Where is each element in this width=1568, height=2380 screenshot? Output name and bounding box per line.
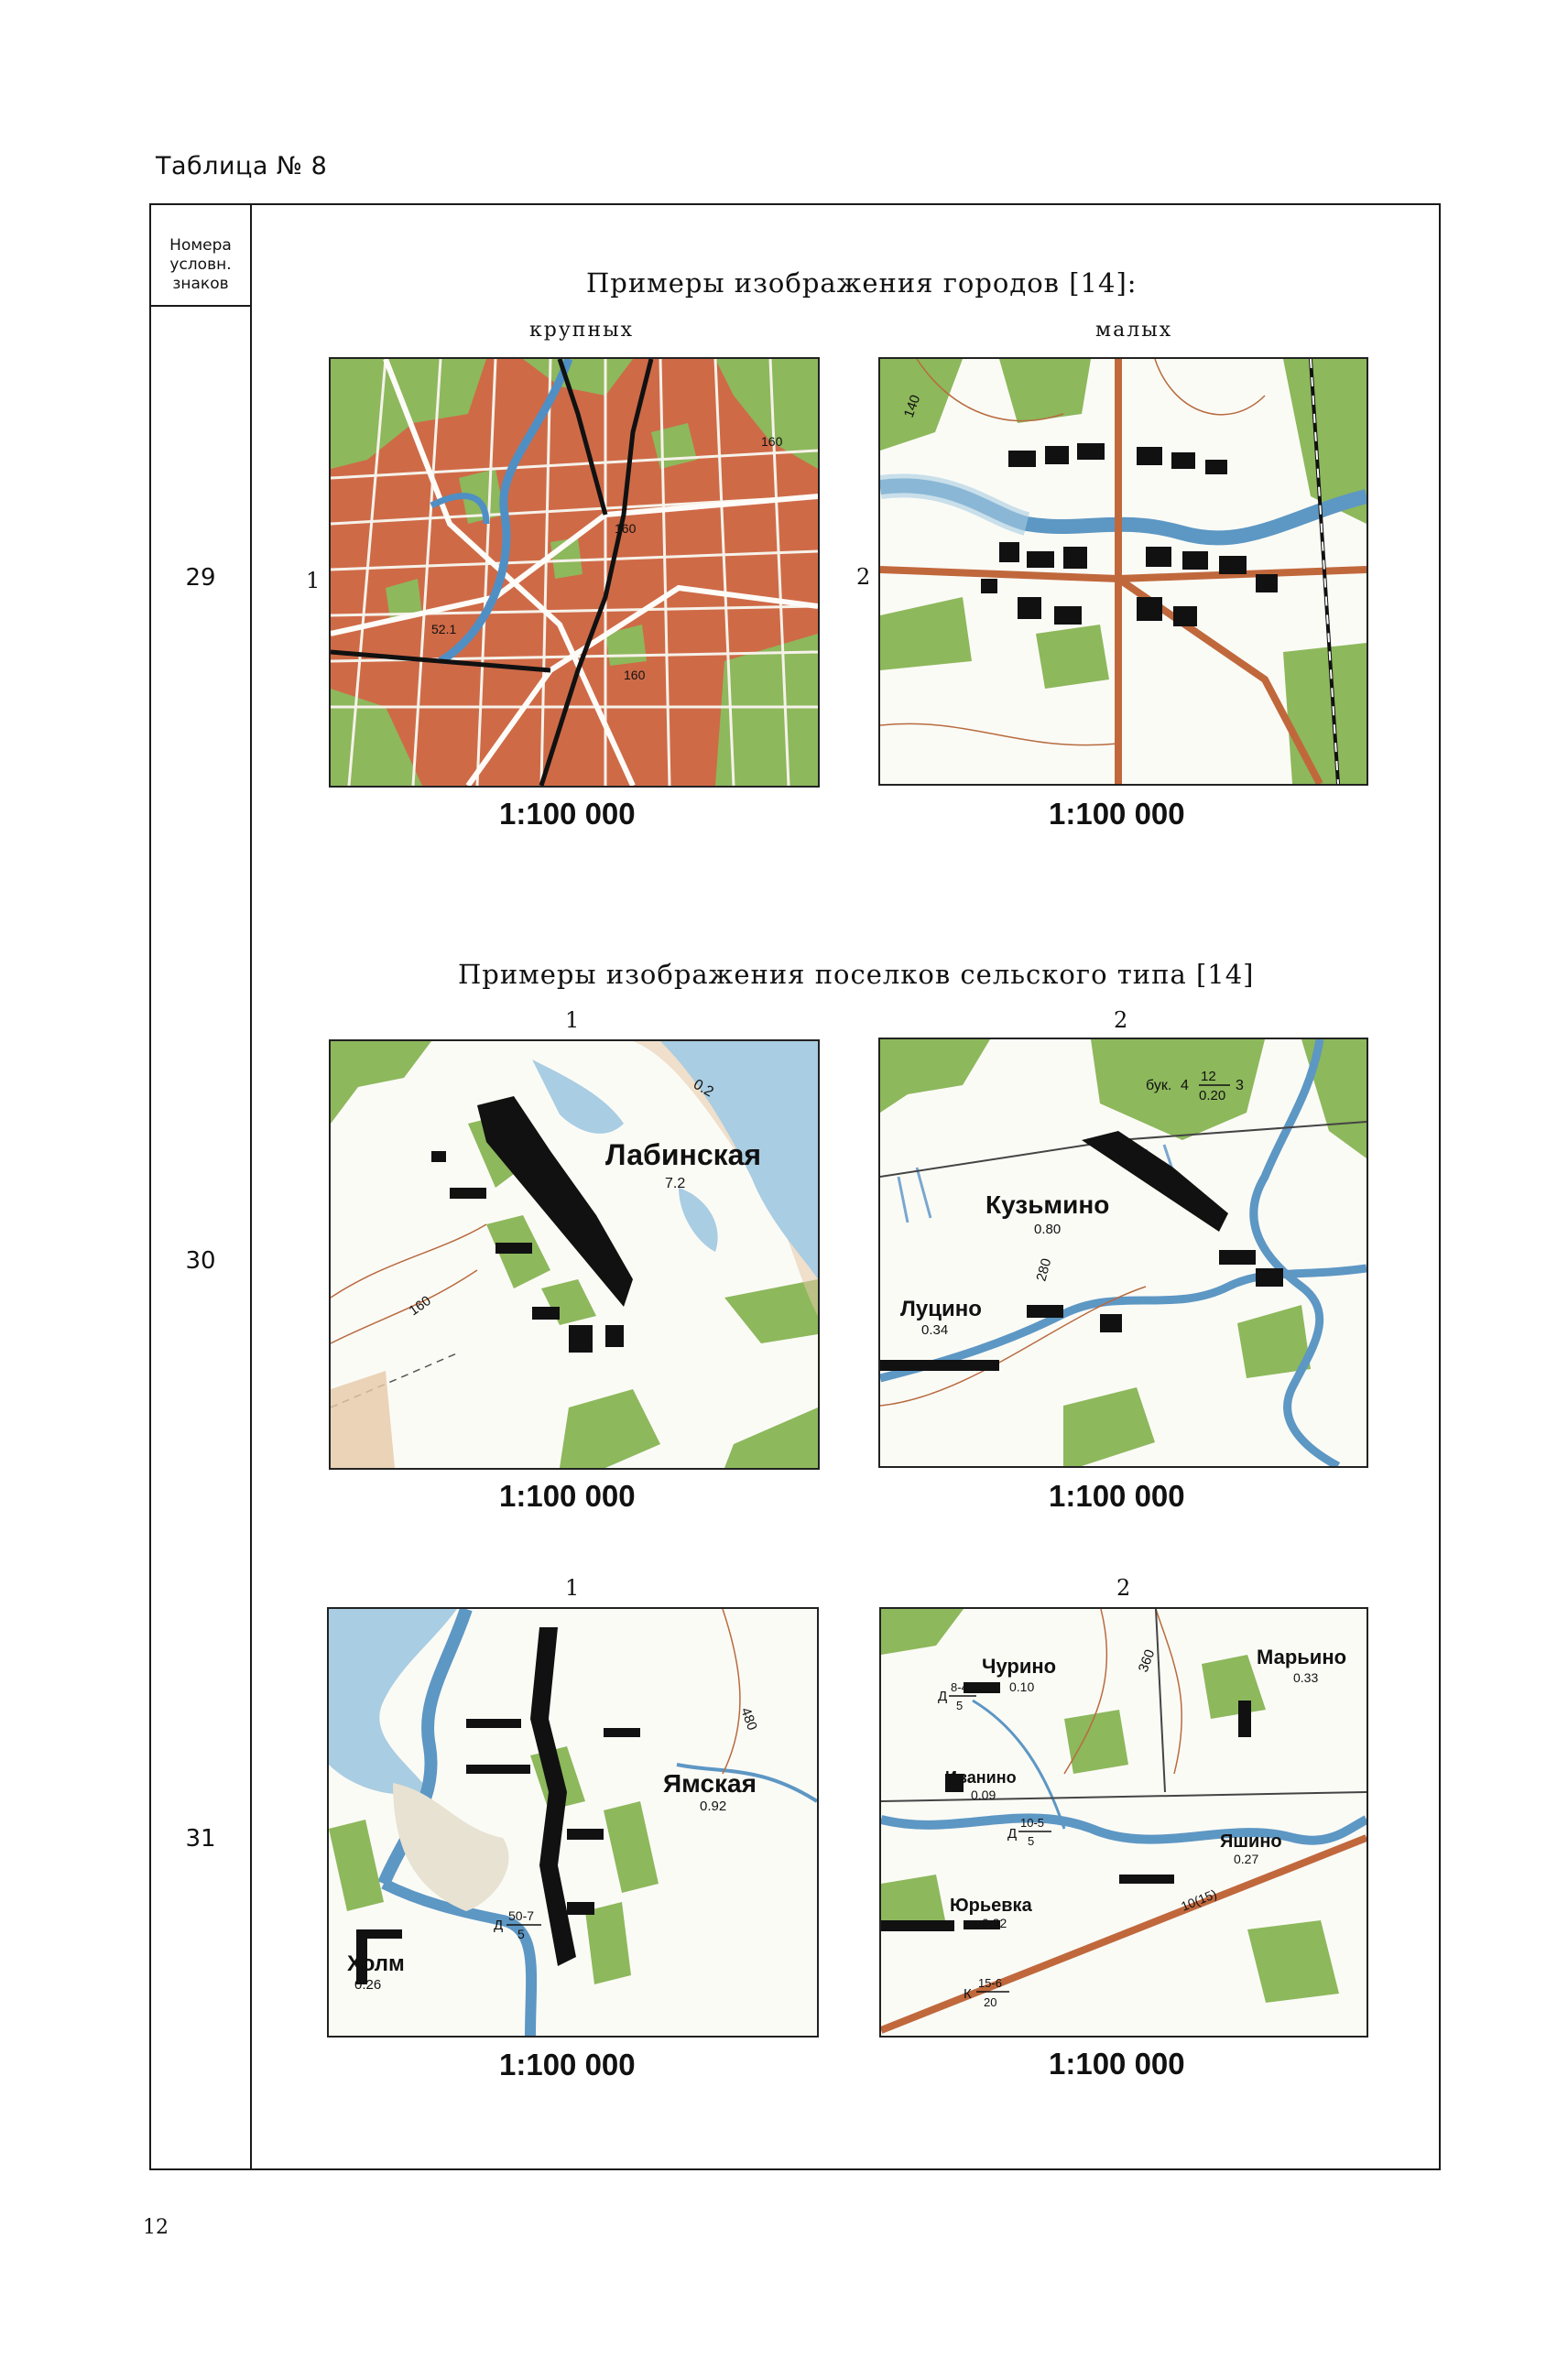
bridge-2-num: 15-6	[978, 1976, 1003, 1990]
place-maryino-name: Марьино	[1257, 1646, 1347, 1668]
place-maryino-value: 0.33	[1293, 1670, 1319, 1685]
yamskaya-label-0: 480	[737, 1705, 760, 1733]
yamskaya-map	[327, 1607, 819, 2038]
labinskaya-name: Лабинская	[605, 1138, 762, 1171]
kuzmino-name: Кузьмино	[985, 1190, 1110, 1219]
bridge-1-num: 10-5	[1020, 1816, 1045, 1830]
place-ivanino-value: 0.09	[971, 1788, 996, 1802]
place-churino-value: 0.10	[1009, 1679, 1035, 1694]
large-city-map-graphic	[331, 359, 818, 786]
section-29-title: Примеры изображения городов [14]:	[586, 267, 1138, 299]
place-churino-name: Чурино	[982, 1655, 1057, 1678]
scale-31-2: 1:100 000	[1049, 2047, 1185, 2081]
large-city-map	[329, 357, 820, 788]
row-number-29: 29	[185, 564, 216, 592]
column-header-line-1: Номера	[169, 235, 232, 255]
scale-30-1: 1:100 000	[499, 1479, 636, 1513]
kuzmino-label-0: 280	[1033, 1256, 1055, 1284]
map-index-29-1: 1	[306, 568, 321, 593]
place-ivanino-name: Иванино	[945, 1768, 1017, 1787]
map-index-31-2: 2	[1116, 1575, 1131, 1601]
labinskaya-map	[329, 1039, 820, 1470]
column-header-line-2: условн.	[169, 255, 232, 274]
yamskaya-bridge-den: 5	[517, 1927, 525, 1941]
yamskaya-bridge-letter: Д	[494, 1918, 504, 1933]
kuzmino-map	[878, 1038, 1368, 1468]
table-title: Таблица № 8	[156, 152, 328, 180]
map-index-30-2: 2	[1114, 1007, 1128, 1033]
forest-num: 12	[1201, 1069, 1216, 1084]
bridge-2-letter: К	[964, 1986, 972, 2002]
churino-label-1: 10(15)	[1179, 1886, 1219, 1914]
bridge-2-den: 20	[984, 1995, 997, 2009]
place-yurevka-value: 0.22	[982, 1916, 1007, 1930]
bridge-1-letter: Д	[1007, 1826, 1018, 1842]
row-number-31: 31	[185, 1825, 216, 1853]
large-city-label-0: 160	[615, 521, 637, 536]
labinskaya-label-1: 160	[406, 1292, 434, 1320]
bridge-1-den: 5	[1028, 1834, 1035, 1848]
small-town-map-graphic	[880, 359, 1367, 784]
scale-31-1: 1:100 000	[499, 2048, 636, 2081]
scale-29-1: 1:100 000	[499, 797, 636, 831]
yamskaya-name: Ямская	[663, 1769, 757, 1798]
forest-den: 0.20	[1199, 1088, 1226, 1103]
holm-value: 0.26	[354, 1977, 382, 1993]
subtitle-large-cities: крупных	[529, 319, 635, 342]
large-city-label-2: 160	[624, 668, 646, 682]
column-header-rule	[151, 305, 250, 307]
section-30-title: Примеры изображения поселков сельского типа [14]	[458, 959, 1255, 990]
scale-30-2: 1:100 000	[1049, 1479, 1185, 1513]
labinskaya-label-0: 0.2	[691, 1076, 716, 1101]
lucino-value: 0.34	[921, 1322, 949, 1338]
large-city-label-3: 160	[761, 434, 783, 449]
place-yashino-value: 0.27	[1234, 1852, 1259, 1866]
small-town-label-0: 140	[900, 393, 924, 420]
holm-name: Холм	[347, 1951, 405, 1976]
bridge-0-letter: Д	[938, 1689, 948, 1704]
forest-label: бук.	[1146, 1078, 1172, 1093]
page-number: 12	[143, 2216, 169, 2239]
column-header-line-3: знаков	[172, 274, 229, 293]
place-yurevka-name: Юрьевка	[950, 1896, 1032, 1916]
large-city-label-1: 52.1	[431, 622, 457, 636]
forest-b: 3	[1236, 1078, 1244, 1093]
map-index-30-1: 1	[565, 1007, 580, 1033]
place-yashino-name: Яшино	[1220, 1831, 1282, 1852]
yamskaya-value: 0.92	[700, 1799, 727, 1814]
forest-a: 4	[1181, 1078, 1189, 1093]
yamskaya-map-graphic	[329, 1609, 817, 2036]
churino-map-graphic	[881, 1609, 1367, 2036]
column-header	[151, 223, 250, 306]
churino-map	[879, 1607, 1368, 2038]
kuzmino-value: 0.80	[1034, 1222, 1062, 1237]
subtitle-small-cities: малых	[1095, 319, 1173, 342]
yamskaya-bridge-num: 50-7	[508, 1908, 535, 1923]
scale-29-2: 1:100 000	[1049, 797, 1185, 831]
kuzmino-map-graphic	[880, 1039, 1367, 1466]
labinskaya-map-graphic	[331, 1041, 818, 1468]
lucino-name: Луцино	[900, 1297, 982, 1321]
churino-label-0: 360	[1135, 1647, 1159, 1675]
row-number-30: 30	[185, 1247, 216, 1275]
map-index-29-2: 2	[856, 564, 871, 590]
labinskaya-value: 7.2	[665, 1176, 686, 1191]
bridge-0-den: 5	[956, 1699, 964, 1712]
column-divider	[250, 203, 252, 2170]
small-town-map	[878, 357, 1368, 786]
map-index-31-1: 1	[565, 1575, 580, 1601]
bridge-0-num: 8-4	[951, 1680, 968, 1694]
